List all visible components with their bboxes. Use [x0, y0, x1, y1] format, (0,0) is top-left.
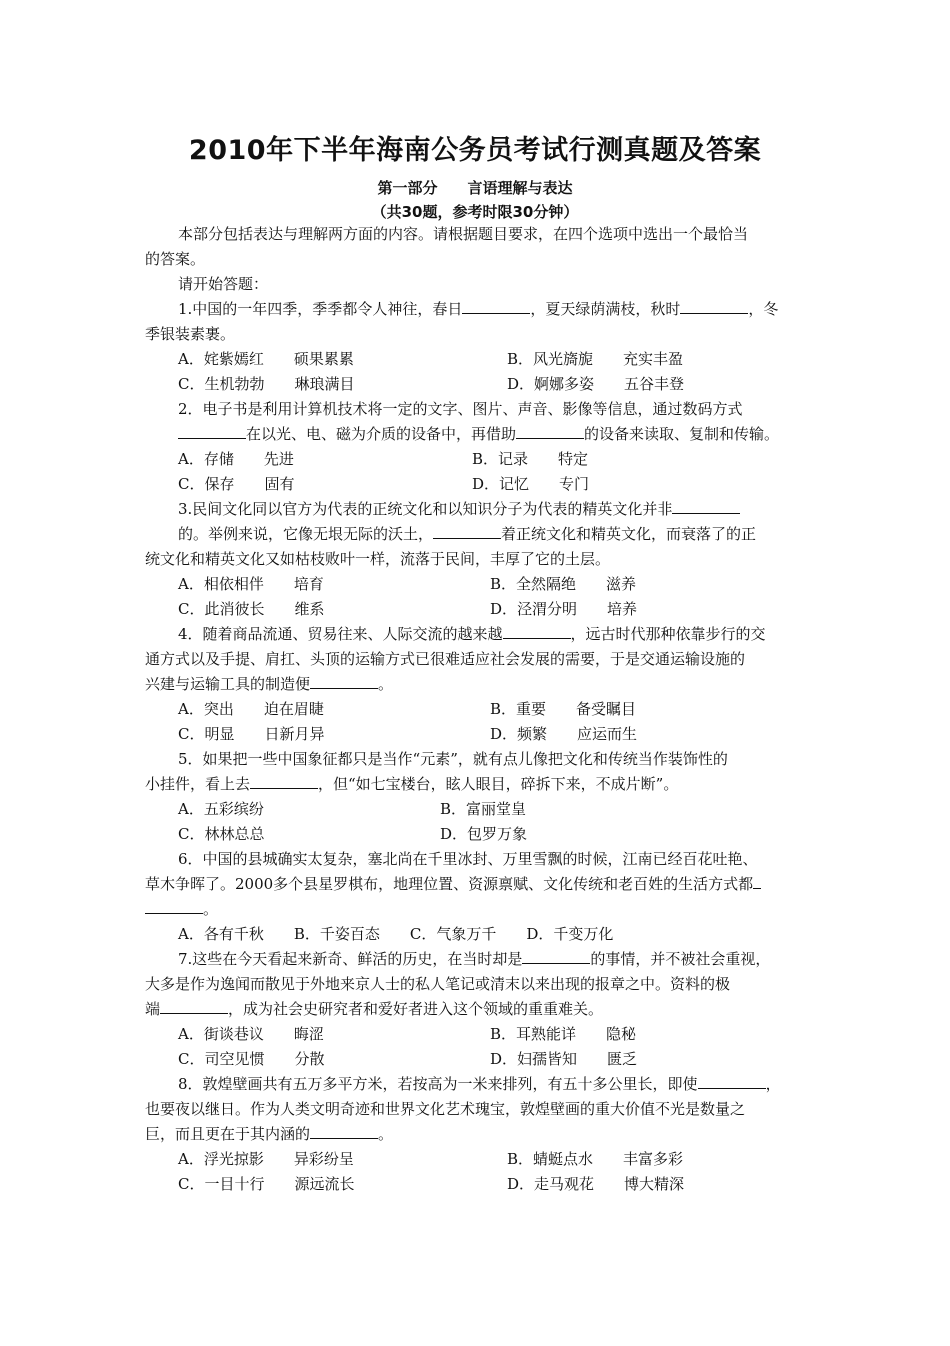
blank [178, 423, 246, 439]
question-line: 也要夜以继日。作为人类文明奇迹和世界文化艺术瑰宝，敦煌壁画的重大价值不光是数量之 [145, 1100, 746, 1118]
section-heading: 第一部分 言语理解与表达 [377, 179, 573, 197]
question-line: 通方式以及手提、肩扛、头顶的运输方式已很难适应社会发展的需要，于是交通运输设施的 [145, 650, 746, 668]
blank [698, 1073, 766, 1089]
option[interactable]: A．相依相伴 培育 [178, 575, 324, 593]
option[interactable]: C．林林总总 [178, 825, 265, 843]
option-row [145, 1147, 809, 1172]
start-prompt: 请开始答题： [178, 275, 269, 293]
question-line: 小挂件，看上去 ，但“如七宝楼台，眩人眼目，碎拆下来，不成片断”。 [145, 775, 679, 793]
question-line: 2．电子书是利用计算机技术将一定的文字、图片、声音、影像等信息，通过数码方式 [178, 400, 743, 418]
question-line: 4．随着商品流通、贸易往来、人际交流的越来越 ，远古时代那种依靠步行的交 [178, 625, 766, 643]
blank [310, 1123, 378, 1139]
question-8 [145, 1072, 809, 1197]
question-line: 8．敦煌壁画共有五万多平方米，若按高为一米来排列，有五十多公里长，即使 ， [178, 1075, 781, 1093]
option[interactable]: C．此消彼长 维系 [178, 600, 325, 618]
blank [433, 523, 501, 539]
option[interactable]: C．司空见惯 分散 [178, 1050, 325, 1068]
question-7 [145, 947, 809, 1072]
question-line: 5．如果把一些中国象征都只是当作“元素”，就有点儿像把文化和传统当作装饰性的 [178, 750, 728, 768]
question-2 [145, 397, 809, 497]
option[interactable]: D．婀娜多姿 五谷丰登 [507, 375, 685, 393]
option[interactable]: B．耳熟能详 隐秘 [490, 1025, 637, 1043]
blank [680, 298, 748, 314]
option-row [145, 722, 809, 747]
question-line: 巨，而且更在于其内涵的 。 [145, 1125, 394, 1143]
option[interactable]: A．姹紫嫣红 硕果累累 [178, 350, 354, 368]
option[interactable]: B．重要 备受瞩目 [490, 700, 637, 718]
option[interactable]: A．突出 迫在眉睫 [178, 700, 324, 718]
blank [145, 898, 203, 914]
question-line: 7.这些在今天看起来新奇、鲜活的历史，在当时却是 的事情，并不被社会重视， [178, 950, 771, 968]
option[interactable]: C．明显 日新月异 [178, 725, 325, 743]
option-row [145, 447, 809, 472]
blank [516, 423, 584, 439]
option[interactable]: B．记录 特定 [472, 450, 589, 468]
blank [672, 498, 740, 514]
question-line: 1.中国的一年四季，季季都令人神往，春日 ，夏天绿荫满枝，秋时 ，冬 [178, 300, 779, 318]
section-note: （共30题，参考时限30分钟） [371, 203, 579, 221]
intro-line: 的答案。 [145, 250, 206, 268]
question-4 [145, 622, 809, 747]
question-line: 6．中国的县城确实太复杂，塞北尚在千里冰封、万里雪飘的时候，江南已经百花吐艳、 [178, 850, 758, 868]
question-line: 季银装素裹。 [145, 325, 236, 343]
option[interactable]: C．生机勃勃 琳琅满目 [178, 375, 355, 393]
question-line: 大多是作为逸闻而散见于外地来京人士的私人笔记或清末以来出现的报章之中。资料的极 [145, 975, 731, 993]
option-row [145, 822, 809, 847]
option[interactable]: B．风光旖旎 充实丰盈 [507, 350, 684, 368]
option[interactable]: A．街谈巷议 晦涩 [178, 1025, 324, 1043]
question-line: 草木争晖了。2000多个县星罗棋布，地理位置、资源禀赋、文化传统和老百姓的生活方式都 [145, 872, 809, 897]
option[interactable]: B．全然隔绝 滋养 [490, 575, 637, 593]
question-line: 3.民间文化同以官方为代表的正统文化和以知识分子为代表的精英文化并非 [145, 497, 809, 522]
question-line: 端 ，成为社会史研究者和爱好者进入这个领域的重重难关。 [145, 1000, 604, 1018]
blank [753, 873, 761, 889]
blank [310, 673, 378, 689]
option-row [145, 472, 809, 497]
option-row[interactable]: A．各有千秋 B．千姿百态 C．气象万千 D．千变万化 [178, 925, 614, 943]
option[interactable]: D．频繁 应运而生 [490, 725, 638, 743]
option-row [145, 597, 809, 622]
option[interactable]: A．存储 先进 [178, 450, 294, 468]
blank [503, 623, 571, 639]
question-line: 统文化和精英文化又如枯枝败叶一样，流落于民间，丰厚了它的土层。 [145, 550, 611, 568]
option[interactable]: A．浮光掠影 异彩纷呈 [178, 1150, 354, 1168]
question-line: 兴建与运输工具的制造便 。 [145, 675, 394, 693]
blank [462, 298, 530, 314]
question-6 [145, 847, 809, 947]
question-line: 在以光、电、磁为介质的设备中，再借助 的设备来读取、复制和传输。 [145, 422, 809, 447]
option[interactable]: B．富丽堂皇 [440, 800, 527, 818]
option[interactable]: A．五彩缤纷 [178, 800, 264, 818]
question-3 [145, 497, 809, 622]
option-row [145, 347, 809, 372]
option[interactable]: D．包罗万象 [440, 825, 528, 843]
option[interactable]: D．妇孺皆知 匮乏 [490, 1050, 638, 1068]
option-row [145, 372, 809, 397]
option[interactable]: C．保存 固有 [178, 475, 295, 493]
option[interactable]: D．记忆 专门 [472, 475, 590, 493]
blank [522, 948, 590, 964]
option-row [145, 797, 809, 822]
intro-line: 本部分包括表达与理解两方面的内容。请根据题目要求，在四个选项中选出一个最恰当 [178, 225, 749, 243]
option[interactable]: D．走马观花 博大精深 [507, 1175, 685, 1193]
question-line: 。 [145, 897, 809, 922]
question-line: 的。举例来说，它像无垠无际的沃土， 着正统文化和精英文化，而衰落了的正 [178, 525, 757, 543]
option-row [145, 1022, 809, 1047]
blank [250, 773, 318, 789]
option[interactable]: C．一目十行 源远流长 [178, 1175, 355, 1193]
option-row [145, 572, 809, 597]
document-body [145, 222, 809, 1197]
option-row [145, 1047, 809, 1072]
question-5 [145, 747, 809, 847]
page-title: 2010年下半年海南公务员考试行测真题及答案 [188, 135, 762, 166]
option-row [145, 697, 809, 722]
question-1 [145, 297, 809, 397]
option[interactable]: D．泾渭分明 培养 [490, 600, 638, 618]
option[interactable]: B．蜻蜓点水 丰富多彩 [507, 1150, 684, 1168]
blank [160, 998, 228, 1014]
option-row [145, 1172, 809, 1197]
